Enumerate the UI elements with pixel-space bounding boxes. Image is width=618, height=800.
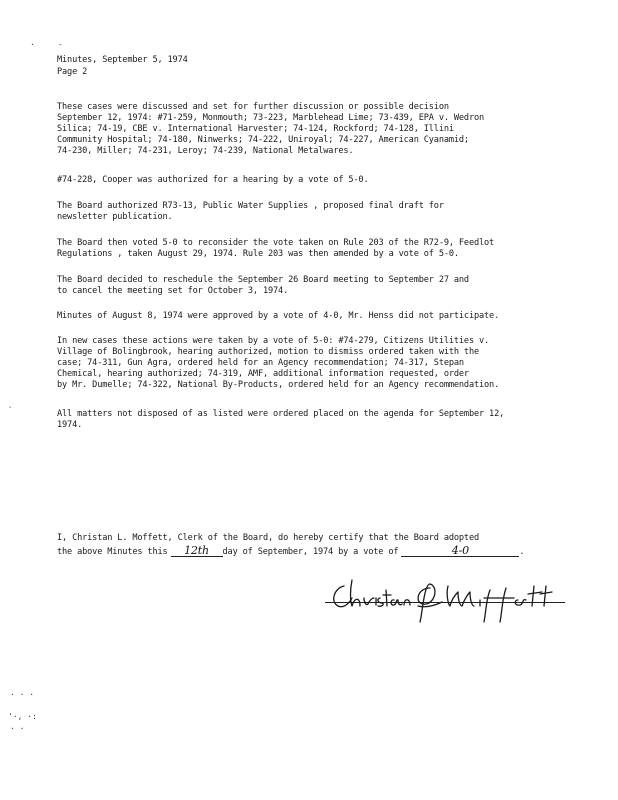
scan-speck: '·, ·: — [8, 712, 37, 721]
scan-speck: · — [30, 40, 35, 49]
paragraph-line: Village of Bolingbrook, hearing authorized, motion to dismiss ordered taken with the — [57, 347, 480, 357]
paragraph-line: Minutes of August 8, 1974 were approved by a vote of 4-0, Mr. Henss did not participate. — [57, 311, 500, 321]
paragraph-line: to cancel the meeting set for October 3, 1974. — [57, 286, 289, 296]
paragraph-line: The Board then voted 5-0 to reconsider the vote taken on Rule 203 of the R72-9, Feedlot — [57, 238, 495, 248]
paragraph-line: 74-230, Miller; 74-231, Leroy; 74-239, National Metalwares. — [57, 146, 354, 156]
page-number: Page 2 — [57, 67, 88, 77]
certification-suffix: . — [519, 547, 525, 557]
paragraph-line: 1974. — [57, 420, 83, 430]
scan-speck: · · · — [10, 690, 35, 699]
scan-speck: ` — [8, 406, 13, 415]
vote-fill-in: 4-0 — [401, 545, 519, 557]
paragraph-line: In new cases these actions were taken by a vote of 5-0: #74-279, Citizens Utilities v. — [57, 336, 490, 346]
paragraph-line: Chemical, hearing authorized; 74-319, AMF, additional information requested, order — [57, 369, 469, 379]
paragraph-line: Community Hospital; 74-180, Ninwerks; 74-222, Uniroyal; 74-227, American Cyanamid; — [57, 135, 469, 145]
paragraph-line: The Board authorized R73-13, Public Water Supplies , proposed final draft for — [57, 201, 444, 211]
handwritten-signature — [330, 576, 570, 626]
paragraph-line: Regulations , taken August 29, 1974. Rule 203 was then amended by a vote of 5-0. — [57, 249, 459, 259]
certification-prefix: the above Minutes this — [57, 547, 168, 557]
paragraph-line: September 12, 1974: #71-259, Monmouth; 73-223, Marblehead Lime; 73-439, EPA v. Wedron — [57, 113, 485, 123]
certification-line-2 — [57, 545, 524, 558]
scan-speck: · · — [10, 724, 25, 733]
paragraph-line: #74-228, Cooper was authorized for a hearing by a vote of 5-0. — [57, 175, 369, 185]
paragraph-line: The Board decided to reschedule the September 26 Board meeting to September 27 and — [57, 275, 469, 285]
certification-middle: day of September, 1974 by a vote of — [222, 547, 399, 557]
paragraph-line: Silica; 74-19, CBE v. International Harvester; 74-124, Rockford; 74-128, Illini — [57, 124, 454, 134]
paragraph-line: These cases were discussed and set for further discussion or possible decision — [57, 102, 449, 112]
paragraph-line: All matters not disposed of as listed were ordered placed on the agenda for September 12, — [57, 409, 505, 419]
certification-line: I, Christan L. Moffett, Clerk of the Board, do hereby certify that the Board adopted — [57, 533, 480, 543]
paragraph-line: by Mr. Dumelle; 74-322, National By-Products, ordered held for an Agency recommendation. — [57, 380, 500, 390]
paragraph-line: newsletter publication. — [57, 212, 173, 222]
paragraph-line: case; 74-311, Gun Agra, ordered held for an Agency recommendation; 74-317, Stepan — [57, 358, 464, 368]
scan-speck: - — [58, 40, 63, 49]
day-fill-in: 12th — [171, 545, 223, 557]
minutes-title: Minutes, September 5, 1974 — [57, 55, 188, 65]
